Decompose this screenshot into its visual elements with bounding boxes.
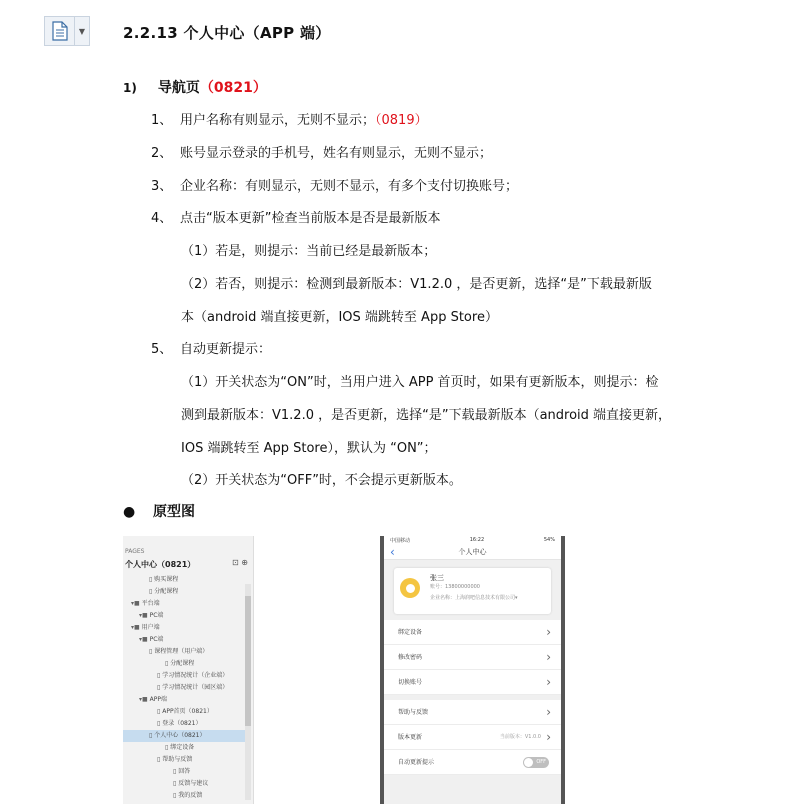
tree-item[interactable] — [123, 766, 245, 778]
menu-item-help-feedback[interactable] — [384, 700, 561, 725]
chevron-right-icon: › — [546, 650, 551, 664]
tree-item-label: 个人中心（0821） — [154, 732, 206, 739]
page-icon: ▯ — [173, 792, 179, 799]
subsection-number: 1) — [123, 81, 137, 95]
tree-item-label: 平台端 — [141, 600, 160, 607]
tree-item[interactable] — [123, 742, 245, 754]
sub-item: （1）开关状态为“ON”时，当用户进入 APP 首页时，如果有更新版本，则提示：检 — [181, 375, 659, 390]
add-page-icon[interactable]: ⊕ — [241, 558, 248, 567]
profile-card[interactable] — [394, 568, 551, 614]
pages-panel-tools — [232, 558, 248, 567]
tree-item[interactable] — [123, 706, 245, 718]
folder-icon: ▾■ — [139, 696, 150, 703]
time-label: 16:22 — [469, 537, 485, 543]
menu-item-label: 修改密码 — [398, 654, 423, 661]
bullet-icon: ● — [123, 504, 136, 520]
current-version: 当前版本：V1.0.0 — [499, 734, 541, 740]
subsection-date-tag: （0821） — [199, 80, 267, 96]
carrier-label: 中国移动 — [390, 538, 411, 544]
sub-item: 本（android 端直接更新，IOS 端跳转至 App Store） — [181, 310, 498, 325]
page-icon: ▯ — [149, 576, 155, 583]
menu-item-auto-update — [384, 750, 561, 775]
page-icon: ▯ — [157, 720, 163, 727]
tree-item-label: APP端 — [149, 696, 167, 703]
list-item — [151, 142, 492, 161]
chevron-down-icon[interactable]: ▼ — [78, 26, 86, 36]
tree-item-label: 反馈与建议 — [178, 780, 209, 787]
tree-item-label: 课程管理（用户端） — [154, 648, 209, 655]
chevron-right-icon: › — [546, 705, 551, 719]
tree-item[interactable] — [123, 622, 245, 634]
list-text: 用户名称有则显示，无则不显示； — [180, 113, 376, 128]
tree-item-label: 学习情况统计（企业端） — [162, 672, 229, 679]
chevron-right-icon: › — [546, 625, 551, 639]
sub-item: 测到最新版本：V1.2.0 ，是否更新，选择“是”下载最新版本（android 端直接更新， — [181, 408, 672, 423]
list-date-tag: （0819） — [375, 113, 428, 128]
folder-icon: ▾■ — [131, 624, 142, 631]
section-heading: 2.2.13 个人中心（APP 端） — [123, 24, 331, 42]
page-icon: ▯ — [165, 744, 171, 751]
subsection-title-text: 导航页 — [157, 80, 200, 96]
menu-item-label: 版本更新 — [398, 734, 423, 741]
list-number: 3、 — [151, 179, 173, 194]
chevron-right-icon: › — [546, 730, 551, 744]
back-icon[interactable]: ‹ — [390, 544, 395, 559]
list-text: 点击“版本更新”检查当前版本是否是最新版本 — [180, 211, 441, 226]
menu-item-version-update[interactable] — [384, 725, 561, 750]
chevron-down-icon: ▾ — [515, 595, 518, 601]
user-icon — [406, 584, 415, 593]
list-number: 2、 — [151, 146, 173, 161]
tree-item[interactable] — [123, 646, 245, 658]
avatar — [400, 578, 420, 598]
menu-item-label: 绑定设备 — [398, 629, 423, 636]
tree-item-label: 分配课程 — [170, 660, 195, 667]
nav-bar — [384, 544, 561, 560]
tree-item-label: 学习情况统计（园区端） — [162, 684, 229, 691]
page-icon: ▯ — [149, 732, 155, 739]
menu-item-change-password[interactable] — [384, 645, 561, 670]
company-name[interactable] — [430, 594, 518, 601]
phone-mockup — [380, 536, 565, 804]
tree-item-label: 帮助与反馈 — [162, 756, 193, 763]
tree-item-label: PC端 — [149, 636, 164, 643]
tree-item-label: 绑定设备 — [170, 744, 195, 751]
page-icon: ▯ — [157, 708, 163, 715]
page-icon: ▯ — [173, 768, 179, 775]
battery-label: 54% — [543, 537, 555, 543]
page-icon: ▯ — [157, 756, 163, 763]
list-item — [151, 109, 428, 128]
tree-item[interactable] — [123, 574, 245, 586]
tree-item[interactable] — [123, 586, 245, 598]
subsection-title — [123, 77, 267, 97]
list-text: 账号显示登录的手机号，姓名有则显示，无则不显示； — [180, 146, 493, 161]
list-text: 企业名称：有则显示，无则不显示，有多个支付切换账号； — [180, 179, 519, 194]
prototype-heading — [123, 501, 195, 521]
sub-item: IOS 端跳转至 App Store），默认为 “ON”； — [181, 441, 437, 456]
sub-item: （2）开关状态为“OFF”时，不会提示更新版本。 — [181, 473, 462, 488]
scrollbar-thumb[interactable] — [245, 596, 251, 726]
page-icon: ▯ — [165, 660, 171, 667]
page-icon: ▯ — [149, 588, 155, 595]
list-number: 4、 — [151, 211, 173, 226]
pages-panel-title: 个人中心（0821） — [125, 560, 196, 569]
export-icon[interactable]: ⊡ — [232, 558, 239, 567]
settings-menu — [384, 620, 561, 775]
tree-item-label: APP首页（0821） — [162, 708, 213, 715]
page-icon: ▯ — [157, 684, 163, 691]
page-icon: ▯ — [157, 672, 163, 679]
list-item — [151, 207, 440, 226]
menu-item-switch-account[interactable] — [384, 670, 561, 695]
tree-item[interactable] — [123, 718, 245, 730]
document-icon — [45, 16, 75, 46]
list-item — [151, 175, 518, 194]
tree-item-label: 回答 — [178, 768, 191, 775]
tree-item[interactable] — [123, 670, 245, 682]
document-icon-button[interactable] — [44, 16, 90, 46]
tree-item[interactable] — [123, 634, 245, 646]
menu-item-label: 帮助与反馈 — [398, 709, 429, 716]
toggle-knob — [524, 758, 533, 767]
tree-item[interactable] — [123, 730, 245, 742]
chevron-right-icon: › — [546, 675, 551, 689]
tree-item-label: 登录（0821） — [162, 720, 202, 727]
page-icon: ▯ — [173, 780, 179, 787]
pages-panel-header: PAGES — [125, 548, 145, 555]
tree-item[interactable] — [123, 658, 245, 670]
tree-item-label: 我的反馈 — [178, 792, 203, 799]
page-icon: ▯ — [149, 648, 155, 655]
folder-icon: ▾■ — [139, 612, 150, 619]
tree-item[interactable] — [123, 610, 245, 622]
sub-item: （2）若否，则提示：检测到最新版本：V1.2.0 ，是否更新，选择“是”下载最新版 — [181, 277, 652, 292]
list-number: 1、 — [151, 113, 173, 128]
user-name: 张三 — [430, 574, 444, 582]
tree-item-label: PC端 — [149, 612, 164, 619]
sub-item: （1）若是，则提示：当前已经是最新版本； — [181, 244, 437, 259]
tree-item[interactable] — [123, 754, 245, 766]
tree-item[interactable] — [123, 682, 245, 694]
pages-panel — [123, 536, 254, 804]
folder-icon: ▾■ — [131, 600, 142, 607]
list-number: 5、 — [151, 342, 173, 357]
folder-icon: ▾■ — [139, 636, 150, 643]
menu-item-label: 自动更新提示 — [398, 759, 435, 766]
list-item — [151, 338, 271, 357]
tree-item-label: 购买课程 — [154, 576, 179, 583]
tree-item[interactable] — [123, 790, 245, 802]
status-bar — [384, 536, 561, 544]
toggle-state-label: OFF — [536, 759, 546, 765]
menu-item-bind-device[interactable] — [384, 620, 561, 645]
account-number: 账号：13800000000 — [430, 584, 480, 590]
nav-title: 个人中心 — [458, 547, 487, 556]
tree-item[interactable] — [123, 778, 245, 790]
tree-item-label: 分配课程 — [154, 588, 179, 595]
menu-item-label: 切换账号 — [398, 679, 423, 686]
tree-item[interactable] — [123, 598, 245, 610]
auto-update-toggle[interactable] — [523, 757, 549, 768]
tree-item[interactable] — [123, 694, 245, 706]
list-text: 自动更新提示： — [180, 342, 272, 357]
company-name-text: 企业名称：上海润吧信息技术有限公司 — [430, 595, 516, 601]
prototype-heading-text: 原型图 — [153, 504, 195, 520]
tree-item-label: 用户端 — [141, 624, 160, 631]
